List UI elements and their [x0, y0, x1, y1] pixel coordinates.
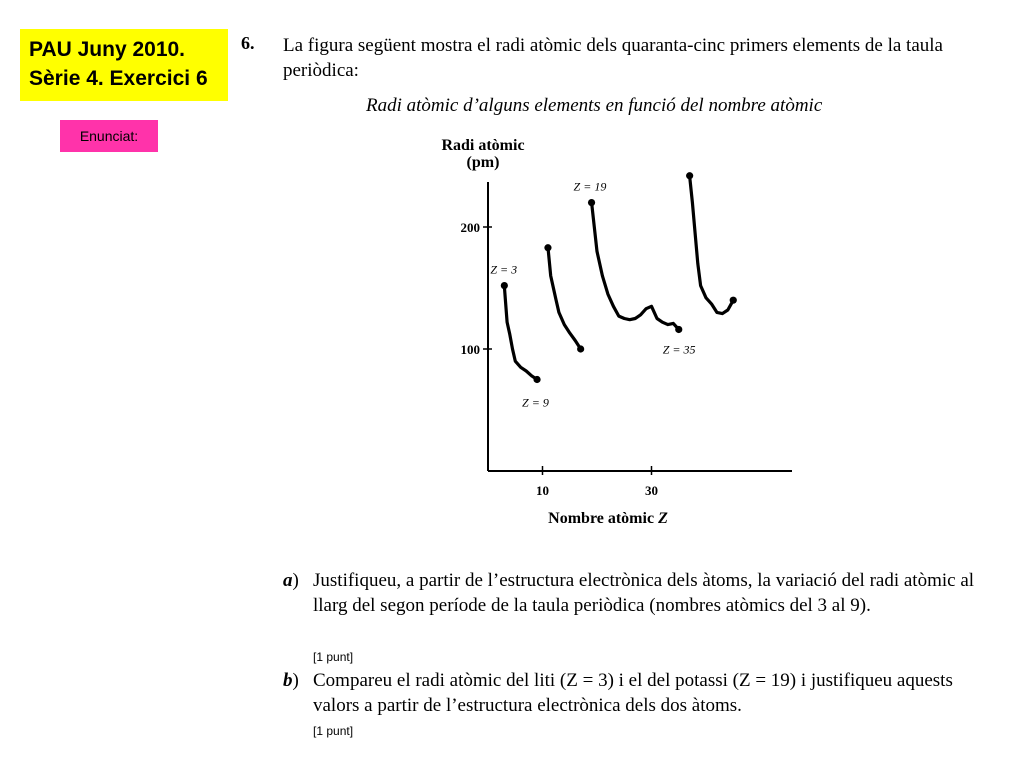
exam-title-line1: PAU Juny 2010.: [29, 38, 186, 61]
part-b-points: [1 punt]: [313, 724, 354, 738]
enunciat-badge: Enunciat:: [60, 120, 158, 152]
series-start-point: [686, 172, 693, 179]
y-tick-label: 200: [460, 220, 480, 235]
x-axis-label: Nombre atòmic Z: [548, 510, 668, 527]
y-axis-label-line2: (pm): [466, 154, 500, 171]
series-start-point: [544, 244, 551, 251]
annotation-label: Z = 19: [573, 179, 607, 194]
series-end-point: [533, 376, 540, 383]
series-start-point: [501, 282, 508, 289]
annotation-label: Z = 9: [522, 395, 549, 410]
x-tick-label: 10: [536, 483, 549, 498]
y-axis-label-line1: Radi atòmic: [441, 137, 525, 154]
period-3-series-line: [548, 248, 581, 349]
exam-title-box: [20, 29, 228, 101]
period-2-series-line: [504, 286, 537, 380]
series-start-point: [588, 199, 595, 206]
part-b-label: b: [283, 670, 293, 691]
annotation-label: Z = 35: [662, 342, 696, 357]
atomic-radius-chart: [420, 125, 820, 535]
x-tick-label: 30: [645, 483, 658, 498]
series-end-point: [675, 326, 682, 333]
part-a-points: [1 punt]: [313, 650, 354, 664]
part-a-label: a: [283, 570, 293, 591]
series-end-point: [730, 297, 737, 304]
series-end-point: [577, 345, 584, 352]
figure-title: Radi atòmic d’alguns elements en funció del nombre atòmic: [366, 95, 823, 116]
y-tick-label: 100: [460, 342, 480, 357]
part-a-text: Justifiqueu, a partir de l’estructura electrònica dels àtoms, la variació del radi atòmic al llarg del segon període de la taula periòdica (nombres atòmics del 3 al 9).: [313, 570, 975, 616]
exam-title-line2: Sèrie 4. Exercici 6: [29, 67, 208, 90]
period-4-series-line: [592, 203, 679, 330]
period-5-series-line: [690, 176, 734, 314]
part-b-text: Compareu el radi atòmic del liti (Z = 3) i el del potassi (Z = 19) i justifiqueu aquests valors a partir de l’estructura electrònica dels dos àtoms.: [313, 670, 953, 716]
annotation-label: Z = 3: [490, 262, 518, 277]
question-number: 6.: [241, 33, 255, 53]
part-a: a) Justifiqueu, a partir de l’estructura electrònica dels àtoms, la variació del radi atòmic al llarg del segon període de la taula periòdica (nombres atòmics del 3 al 9).: [283, 568, 983, 618]
part-b: b) Compareu el radi atòmic del liti (Z = 3) i el del potassi (Z = 19) i justifiqueu aquests valors a partir de l’estructura electrònica dels dos àtoms.: [283, 668, 983, 718]
question-intro: La figura següent mostra el radi atòmic dels quaranta-cinc primers elements de la taula periòdica:: [283, 35, 943, 81]
